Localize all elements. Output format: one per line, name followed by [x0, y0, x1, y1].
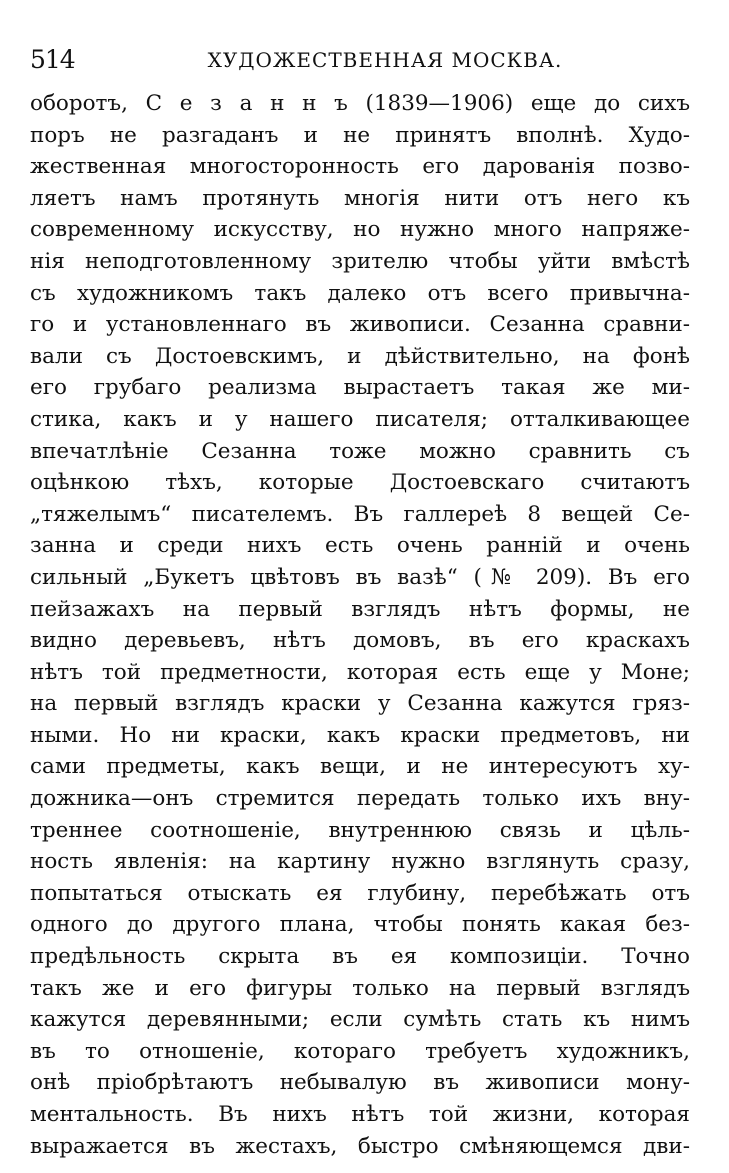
text-line: нія неподготовленному зрителю чтобы уйти вмѣстѣ — [30, 248, 690, 274]
running-head: ХУДОЖЕСТВЕННАЯ МОСКВА. — [207, 48, 563, 72]
text-line: го и установленнаго въ живописи. Сезанна сравни- — [30, 312, 690, 338]
text-line: видно деревьевъ, нѣтъ домовъ, въ его краскахъ — [30, 628, 690, 654]
text-line: занна и среди нихъ есть очень раннiй и очень — [30, 533, 690, 559]
text-line: съ художникомъ такъ далеко отъ всего привычна- — [30, 280, 690, 306]
text-line: онѣ пріобрѣтаютъ небывалую въ живописи мону- — [30, 1070, 690, 1096]
text-line: стика, какъ и у нашего писателя; отталкивающее — [30, 406, 690, 432]
page-number: 514 — [30, 45, 75, 74]
text-line: ными. Но ни краски, какъ краски предметовъ, ни — [30, 722, 690, 748]
body-text — [30, 88, 690, 1162]
text-line: одного до другого плана, чтобы понять какая без- — [30, 912, 690, 938]
text-line: вали съ Достоевскимъ, и дѣйствительно, на фонѣ — [30, 343, 690, 369]
text-line: такъ же и его фигуры только на первый взглядъ — [30, 975, 690, 1001]
text-line: на первый взглядъ краски у Сезанна кажутся гряз- — [30, 691, 690, 717]
text-line: предѣльность скрыта въ ея композиціи. Точно — [30, 944, 690, 970]
page-header — [30, 40, 690, 80]
text-line: оцѣнкою тѣхъ, которые Достоевскаго считаютъ — [30, 470, 690, 496]
text-line: ментальность. Въ нихъ нѣтъ той жизни, которая — [30, 1102, 690, 1127]
text-line: сами предметы, какъ вещи, и не интересуютъ ху- — [30, 754, 690, 780]
text-line: „тяжелымъ“ писателемъ. Въ галлереѣ 8 вещей Се- — [30, 501, 690, 527]
text-line: впечатлѣніе Сезанна тоже можно сравнить съ — [30, 438, 690, 464]
text-line: ляетъ намъ протянуть многія нити отъ него къ — [30, 185, 690, 211]
text-line: поръ не разгаданъ и не принятъ вполнѣ. Худо- — [30, 122, 690, 148]
text-line: оборотъ, С е з а н н ъ (1839—1906) еще до сихъ — [30, 91, 690, 116]
text-line: ность явленія: на картину нужно взглянуть сразу, — [30, 849, 690, 875]
text-line: его грубаго реализма вырастаетъ такая же ми- — [30, 375, 690, 401]
text-line: дожника—онъ стремится передать только ихъ вну- — [30, 786, 690, 812]
text-line: выражается въ жестахъ, быстро смѣняющемся дви- — [30, 1133, 690, 1159]
text-line: сильный „Букетъ цвѣтовъ въ вазѣ“ (№ 209). Въ его — [30, 564, 690, 590]
text-line: нѣтъ той предметности, которая есть еще у Моне; — [30, 659, 690, 685]
text-line: треннее соотношеніе, внутреннюю связь и цѣль- — [30, 817, 690, 843]
text-line: попытаться отыскать ея глубину, перебѣжать отъ — [30, 880, 690, 906]
text-line: въ то отношеніе, котораго требуетъ художникъ, — [30, 1038, 690, 1064]
text-line: пейзажахъ на первый взглядъ нѣтъ формы, не — [30, 596, 690, 622]
text-line: жественная многосторонность его дарованія позво- — [30, 154, 690, 180]
text-line: кажутся деревянными; если сумѣть стать къ нимъ — [30, 1007, 690, 1033]
text-line: современному искусству, но нужно много напряже- — [30, 217, 690, 243]
